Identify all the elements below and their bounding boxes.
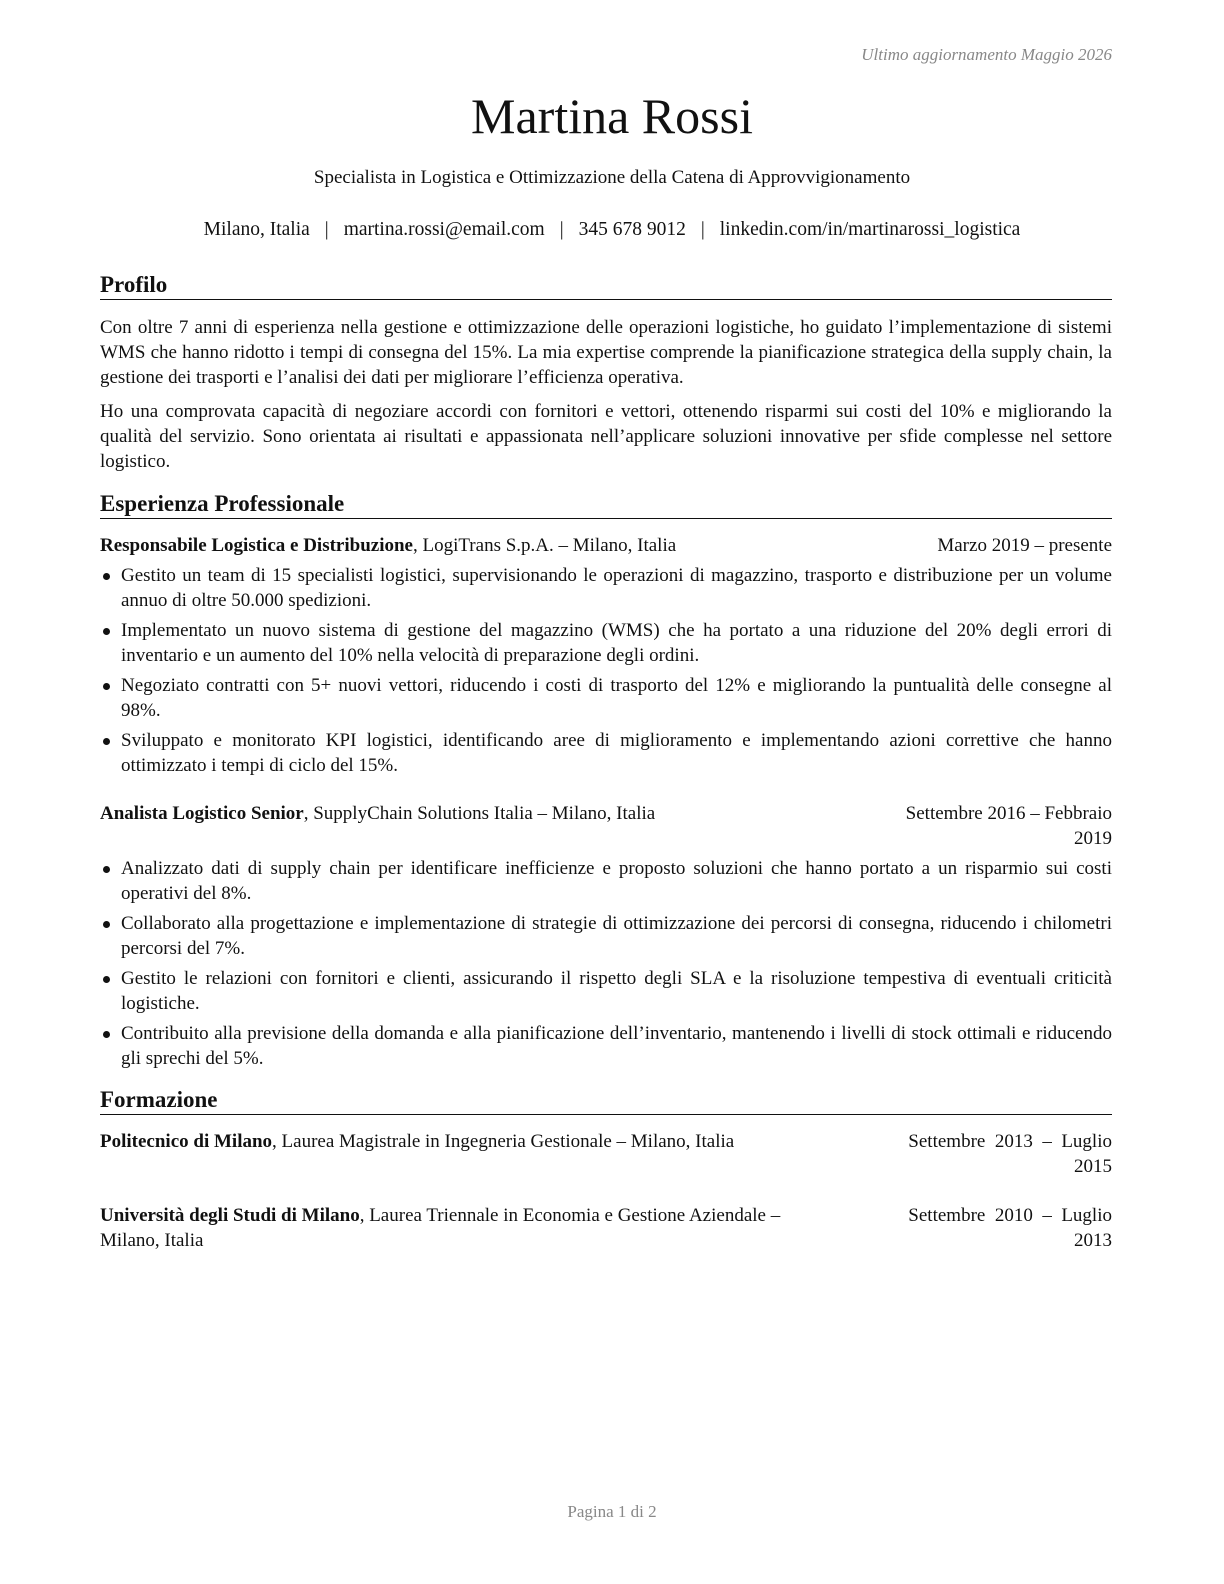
candidate-subtitle: Specialista in Logistica e Ottimizzazione della Catena di Approvvigionamento [313,167,911,188]
page-number: Pagina 1 di 2 [567,1502,657,1521]
education-title-line [100,1203,780,1253]
bullet-text: Gestito un team di 15 specialisti logistici, supervisionando le operazioni di magazzino, trasporto e distribuzione per un volume annuo di oltre 50.000 spedizioni. [121,565,1112,611]
profile-paragraph: Con oltre 7 anni di esperienza nella gestione e ottimizzazione delle operazioni logistiche, ho guidato l’implementazione di sistemi WMS che hanno ridotto i tempi di consegna del 15%. La mia expertise comprende la pianificazione strategica della supply chain, la gestione dei trasporti e l’analisi dei dati per migliorare l’efficienza operativa. [100,317,1112,388]
bullet-icon [103,573,110,580]
education-degree: , Laurea Magistrale in Ingegneria Gestionale – Milano, Italia [272,1131,735,1152]
education-dates-line: Settembre 2013 – Luglio [908,1131,1112,1152]
profile-paragraph: Ho una comprovata capacità di negoziare accordi con fornitori e vettori, ottenendo risparmi sui costi del 10% e migliorando la qualità del servizio. Sono orientata ai risultati e appassionata nell’applicare soluzioni innovative per sfide complesse nel settore logistico. [100,401,1112,472]
contact-email[interactable]: martina.rossi@email.com [343,219,545,240]
contact-linkedin[interactable]: linkedin.com/in/martinarossi_logistica [719,219,1021,240]
list-item [100,856,1112,906]
education-degree-line: Milano, Italia [100,1230,204,1251]
job-dates [906,801,1112,851]
job-dates-line: Settembre 2016 – Febbraio [905,803,1112,824]
job-dates-line: 2019 [1074,828,1112,849]
education-title-line [100,1129,734,1154]
section-title-profile: Profilo [100,271,1112,300]
list-item [100,966,1112,1016]
job-bullet-list [100,856,1112,1076]
education-school: Università degli Studi di Milano [100,1205,360,1226]
bullet-icon [103,738,110,745]
bullet-text: Implementato un nuovo sistema di gestione del magazzino (WMS) che ha portato a una riduzione del 20% degli errori di inventario e un aumento del 10% nella velocità di preparazione degli ordini. [121,620,1112,666]
education-dates-line: 2013 [1074,1230,1112,1251]
list-item [100,728,1112,778]
job-role: Analista Logistico Senior [100,803,304,824]
education-dates [908,1129,1112,1179]
list-item [100,673,1112,723]
bullet-icon [103,683,110,690]
contact-location: Milano, Italia [203,219,310,240]
section-title-experience: Esperienza Professionale [100,490,1112,519]
list-item [100,911,1112,961]
job-bullet-list [100,563,1112,783]
bullet-text: Negoziato contratti con 5+ nuovi vettori, riducendo i costi di trasporto del 12% e migliorando la puntualità delle consegne al 98%. [121,675,1112,721]
job-company: , LogiTrans S.p.A. – Milano, Italia [412,535,677,556]
bullet-icon [103,866,110,873]
list-item [100,618,1112,668]
bullet-text: Sviluppato e monitorato KPI logistici, identificando aree di miglioramento e implementando azioni correttive che hanno ottimizzato i tempi di ciclo del 15%. [121,730,1112,776]
list-item [100,1021,1112,1071]
last-updated-note: Ultimo aggiornamento Maggio 2026 [861,45,1112,64]
job-role: Responsabile Logistica e Distribuzione [100,535,413,556]
contact-separator: | [700,219,705,240]
contact-separator: | [559,219,564,240]
education-dates-line: 2015 [1074,1156,1112,1177]
job-title-line [100,801,655,826]
education-dates-line: Settembre 2010 – Luglio [908,1205,1112,1226]
education-school: Politecnico di Milano [100,1131,273,1152]
education-degree: , Laurea Triennale in Economia e Gestione Aziendale – [359,1205,781,1226]
job-title-line [100,533,676,558]
list-item [100,563,1112,613]
contact-line [0,219,1224,241]
bullet-icon [103,976,110,983]
bullet-text: Gestito le relazioni con fornitori e clienti, assicurando il rispetto degli SLA e la risoluzione tempestiva di eventuali criticità logistiche. [121,968,1112,1014]
education-dates [908,1203,1112,1253]
contact-separator: | [324,219,329,240]
bullet-icon [103,1031,110,1038]
bullet-icon [103,921,110,928]
bullet-text: Collaborato alla progettazione e implementazione di strategie di ottimizzazione dei percorsi di consegna, riducendo i chilometri percorsi del 7%. [121,913,1112,959]
bullet-text: Contribuito alla previsione della domanda e alla pianificazione dell’inventario, mantenendo i livelli di stock ottimali e riducendo gli sprechi del 5%. [121,1023,1112,1069]
job-company: , SupplyChain Solutions Italia – Milano, Italia [303,803,656,824]
job-dates: Marzo 2019 – presente [937,535,1112,556]
bullet-text: Analizzato dati di supply chain per identificare inefficienze e proposto soluzioni che hanno portato a un risparmio sui costi operativi del 8%. [121,858,1112,904]
candidate-name: Martina Rossi [471,88,753,144]
section-title-education: Formazione [100,1086,1112,1115]
contact-phone: 345 678 9012 [578,219,686,240]
bullet-icon [103,628,110,635]
